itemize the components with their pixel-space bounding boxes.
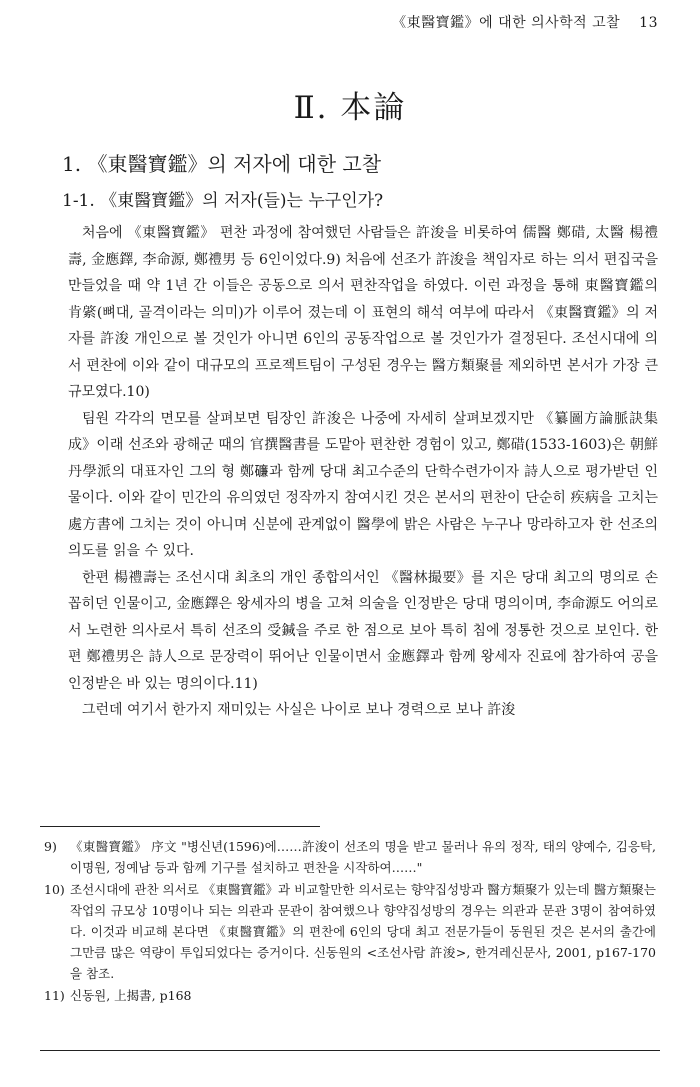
section-title: 1. 《東醫寶鑑》의 저자에 대한 고찰 [62,152,382,176]
bottom-rule [40,1050,660,1051]
footnote [44,836,656,878]
footnote-text: 《東醫寶鑑》 序文 "병신년(1596)에……許浚이 선조의 명을 받고 물러나 유의 정작, 태의 양예수, 김응탁, 이명원, 정예남 등과 함께 기구를 설치하고 편찬을 시작하여……" [70,839,656,875]
running-title: 《東醫寶鑑》에 대한 의사학적 고찰 [392,15,621,31]
body-text [68,220,658,724]
chapter-title: Ⅱ. 本論 [293,90,407,126]
footnote-text: 조선시대에 관찬 의서로 《東醫寶鑑》과 비교할만한 의서로는 향약집성방과 醫方類聚가 있는데 醫方類聚는 작업의 규모상 10명이나 되는 의관과 문관이 참여했으나 향약집성방의 경우는 의관과 문관 3명이 참여하였다. 이것과 비교해 본다면 《東醫寶鑑》의 편찬에 6인의 당대 최고 전문가들이 동원된 것은 본서의 출간에 그만큼 많은 역량이 투입되었다는 증거이다. 신동원의 <조선사람 許浚>, 한겨레신문사, 2001, p167-170을 참조. [70,882,656,981]
paragraph: 처음에 《東醫寶鑑》 편찬 과정에 참여했던 사람들은 許浚을 비롯하여 儒醫 鄭碏, 太醫 楊禮壽, 金應鐸, 李命源, 鄭禮男 등 6인이었다.9) 처음에 선조가 許浚을 책임자로 하는 의서 편집국을 만들었을 때 약 1년 간 이들은 공동으로 의서 편찬작업을 하였다. 이런 과정을 통해 東醫寶鑑의 肯綮(뼈대, 골격이라는 의미)가 이루어 졌는데 이 표현의 해석 여부에 따라서 《東醫寶鑑》의 저자를 許浚 개인으로 볼 것인가 아니면 6인의 공동작업으로 볼 것인가가 결정된다. 조선시대에 의서 편찬에 이와 같이 대규모의 프로젝트팀이 구성된 경우는 醫方類聚를 제외하면 본서가 가장 큰 규모였다.10) [68,225,658,400]
subsection-title: 1-1. 《東醫寶鑑》의 저자(들)는 누구인가? [62,191,384,211]
footnotes [44,836,656,1006]
footnote-text: 신동원, 上揭書, p168 [70,988,192,1003]
paragraph: 그런데 여기서 한가지 재미있는 사실은 나이로 보나 경력으로 보나 許浚 [82,702,516,718]
footnote-number: 11) [44,988,65,1003]
footnote-number: 9) [44,839,57,854]
footnote-number: 10) [44,882,65,897]
footnote [44,879,656,984]
footnote-divider [40,826,320,827]
page-number: 13 [639,15,658,31]
running-header [392,12,658,32]
paragraph: 한편 楊禮壽는 조선시대 최초의 개인 종합의서인 《醫林撮要》를 지은 당대 최고의 명의로 손꼽히던 인물이고, 金應鐸은 왕세자의 병을 고쳐 의술을 인정받은 당대 명의이며, 李命源도 어의로서 노련한 의사로서 특히 선조의 受鍼을 주로 한 점으로 보아 특히 침에 정통한 것으로 보인다. 한편 鄭禮男은 詩人으로 문장력이 뛰어난 인물이면서 金應鐸과 함께 왕세자 진료에 참가하여 공을 인정받은 바 있는 명의이다.11) [68,569,658,692]
footnote [44,985,656,1006]
paragraph: 팀원 각각의 면모를 살펴보면 팀장인 許浚은 나중에 자세히 살펴보겠지만 《纂圖方論脈訣集成》이래 선조와 광해군 때의 官撰醫書를 도맡아 편찬한 경험이 있고, 鄭碏(1533-1603)은 朝鮮丹學派의 대표자인 그의 형 鄭𥖝과 함께 당대 최고수준의 단학수련가이자 詩人으로 평가받던 인물이다. 이와 같이 민간의 유의였던 정작까지 참여시킨 것은 본서의 편찬이 단순히 疾病을 고치는 處方書에 그치는 것이 아니며 신분에 관계없이 醫學에 밝은 사람은 누구나 망라하고자 한 선조의 의도를 읽을 수 있다. [68,410,658,559]
